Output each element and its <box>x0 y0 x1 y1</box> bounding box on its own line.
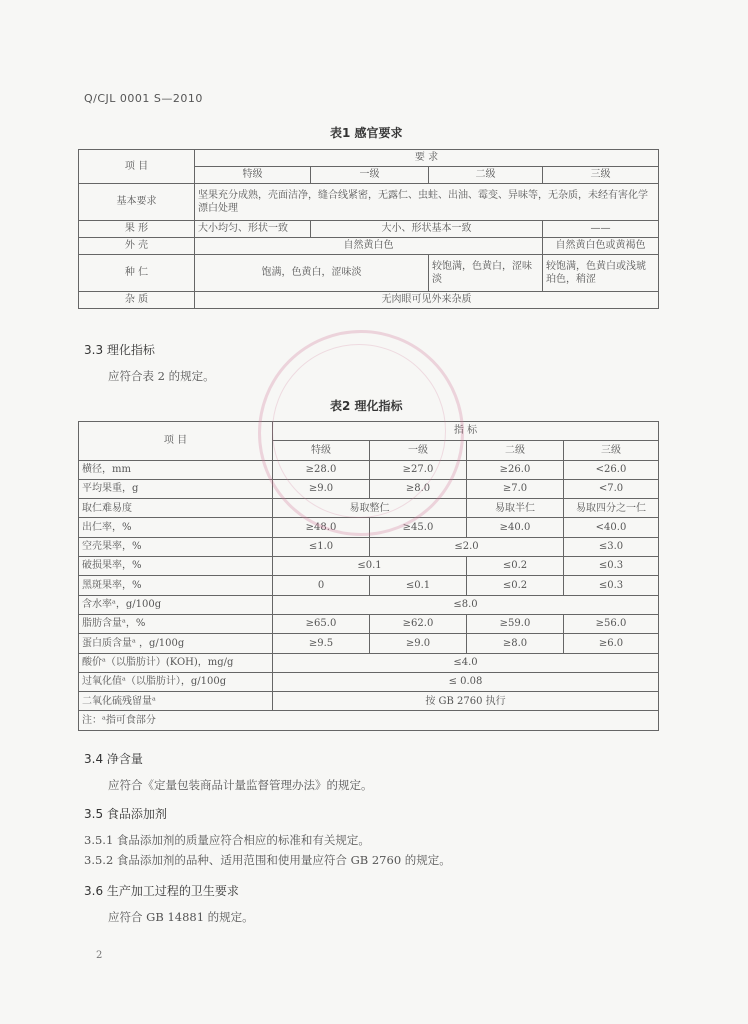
document-number: Q/CJL 0001 S—2010 <box>84 92 203 105</box>
cell: ≥48.0 <box>273 518 370 537</box>
section-3-6-text: 应符合 GB 14881 的规定。 <box>108 910 254 924</box>
table-row <box>79 614 659 633</box>
cell: ≤0.2 <box>467 576 564 595</box>
table-row <box>79 479 659 498</box>
row-name: 脂肪含量ᵃ，% <box>79 614 273 633</box>
row-name: 取仁难易度 <box>79 499 273 518</box>
cell: ≥65.0 <box>273 614 370 633</box>
row-name: 出仁率，% <box>79 518 273 537</box>
cell: ≥8.0 <box>370 479 467 498</box>
cell: <7.0 <box>564 479 659 498</box>
section-3-5-heading: 3.5 食品添加剂 <box>84 807 167 821</box>
cell: ≥62.0 <box>370 614 467 633</box>
row-name: 过氧化值ᵃ（以脂肪计），g/100g <box>79 672 273 691</box>
cell: ≥9.0 <box>273 479 370 498</box>
cell: ≥8.0 <box>467 634 564 653</box>
section-3-6-heading: 3.6 生产加工过程的卫生要求 <box>84 884 239 898</box>
row-name: 空壳果率，% <box>79 537 273 556</box>
table-row <box>79 499 659 518</box>
cell: ≤2.0 <box>370 537 564 556</box>
cell: ≥40.0 <box>467 518 564 537</box>
cell: ≥56.0 <box>564 614 659 633</box>
cell: <26.0 <box>564 460 659 479</box>
section-3-4-heading: 3.4 净含量 <box>84 752 143 766</box>
row-name: 酸价ᵃ（以脂肪计）(KOH)，mg/g <box>79 653 273 672</box>
cell: 0 <box>273 576 370 595</box>
cell: ≤0.2 <box>467 557 564 576</box>
row-name: 平均果重，g <box>79 479 273 498</box>
row-name: 破损果率，% <box>79 557 273 576</box>
cell: ≤4.0 <box>273 653 659 672</box>
t1-col-requirements: 要 求 <box>195 150 659 167</box>
table-row <box>79 576 659 595</box>
row-name: 黑斑果率，% <box>79 576 273 595</box>
t1-row-shell-grade012: 自然黄白色 <box>195 238 543 255</box>
t1-row-basic-name: 基本要求 <box>79 184 195 221</box>
cell: ≥28.0 <box>273 460 370 479</box>
t1-row-impurity-name: 杂 质 <box>79 292 195 309</box>
table-row <box>79 692 659 711</box>
row-name: 二氧化硫残留量ᵃ <box>79 692 273 711</box>
cell: ≥9.0 <box>370 634 467 653</box>
cell: 按 GB 2760 执行 <box>273 692 659 711</box>
t1-row-shell-name: 外 壳 <box>79 238 195 255</box>
t2-grade-special: 特级 <box>273 441 370 460</box>
cell: 易取半仁 <box>467 499 564 518</box>
cell: ≥27.0 <box>370 460 467 479</box>
t1-row-impurity-value: 无肉眼可见外来杂质 <box>195 292 659 309</box>
cell: ≤0.1 <box>370 576 467 595</box>
cell: ≥45.0 <box>370 518 467 537</box>
cell: ≤ 0.08 <box>273 672 659 691</box>
table-row <box>79 634 659 653</box>
table-row <box>79 557 659 576</box>
section-3-5-2: 3.5.2 食品添加剂的品种、适用范围和使用量应符合 GB 2760 的规定。 <box>84 853 451 867</box>
t1-row-basic-value: 坚果充分成熟，壳面洁净，缝合线紧密，无露仁、虫蛀、出油、霉变、异味等，无杂质，未经有害化学漂白处理 <box>195 184 659 221</box>
row-name: 蛋白质含量ᵃ ，g/100g <box>79 634 273 653</box>
cell: ≥9.5 <box>273 634 370 653</box>
t1-row-kernel-grade3: 较饱满，色黄白或浅琥珀色，稍涩 <box>543 255 659 292</box>
section-3-4-text: 应符合《定量包装商品计量监督管理办法》的规定。 <box>108 778 373 792</box>
table2-caption: 表2 理化指标 <box>330 399 403 413</box>
table-row <box>79 518 659 537</box>
table-row <box>79 653 659 672</box>
section-3-3-text: 应符合表 2 的规定。 <box>108 369 215 383</box>
row-name: 含水率ᵃ，g/100g <box>79 595 273 614</box>
cell: 易取四分之一仁 <box>564 499 659 518</box>
t1-grade-special: 特级 <box>195 167 311 184</box>
cell: ≤8.0 <box>273 595 659 614</box>
table-row <box>79 460 659 479</box>
cell: ≤3.0 <box>564 537 659 556</box>
t1-row-kernel-grade01: 饱满，色黄白，涩味淡 <box>195 255 429 292</box>
cell: <40.0 <box>564 518 659 537</box>
t1-row-kernel-grade2: 较饱满，色黄白，涩味淡 <box>429 255 543 292</box>
table-row <box>79 537 659 556</box>
page-number: 2 <box>96 950 103 961</box>
table1-caption: 表1 感官要求 <box>330 126 403 140</box>
cell: ≥7.0 <box>467 479 564 498</box>
t2-grade-1: 一级 <box>370 441 467 460</box>
t1-row-shape-name: 果 形 <box>79 221 195 238</box>
t1-row-shape-grade3: —— <box>543 221 659 238</box>
section-3-5-1: 3.5.1 食品添加剂的质量应符合相应的标准和有关规定。 <box>84 833 370 847</box>
cell: ≤0.3 <box>564 557 659 576</box>
cell: ≥59.0 <box>467 614 564 633</box>
cell: 易取整仁 <box>273 499 467 518</box>
t1-grade-1: 一级 <box>311 167 429 184</box>
physicochemical-table <box>78 421 659 731</box>
row-name: 横径，mm <box>79 460 273 479</box>
cell: ≤0.1 <box>273 557 467 576</box>
cell: ≥26.0 <box>467 460 564 479</box>
table-row <box>79 595 659 614</box>
cell: ≥6.0 <box>564 634 659 653</box>
t1-row-shape-grade12: 大小、形状基本一致 <box>311 221 543 238</box>
cell: ≤0.3 <box>564 576 659 595</box>
t2-grade-2: 二级 <box>467 441 564 460</box>
t2-col-item: 项 目 <box>79 422 273 461</box>
t1-grade-2: 二级 <box>429 167 543 184</box>
table-row <box>79 672 659 691</box>
table2-note: 注：ᵃ指可食部分 <box>79 711 659 730</box>
t1-row-kernel-name: 种 仁 <box>79 255 195 292</box>
section-3-3-heading: 3.3 理化指标 <box>84 343 155 357</box>
sensory-requirements-table <box>78 149 659 309</box>
t1-row-shape-grade0: 大小均匀、形状一致 <box>195 221 311 238</box>
t2-grade-3: 三级 <box>564 441 659 460</box>
t1-col-item: 项 目 <box>79 150 195 184</box>
t1-row-shell-grade3: 自然黄白色或黄褐色 <box>543 238 659 255</box>
cell: ≤1.0 <box>273 537 370 556</box>
t2-col-index: 指 标 <box>273 422 659 441</box>
t1-grade-3: 三级 <box>543 167 659 184</box>
